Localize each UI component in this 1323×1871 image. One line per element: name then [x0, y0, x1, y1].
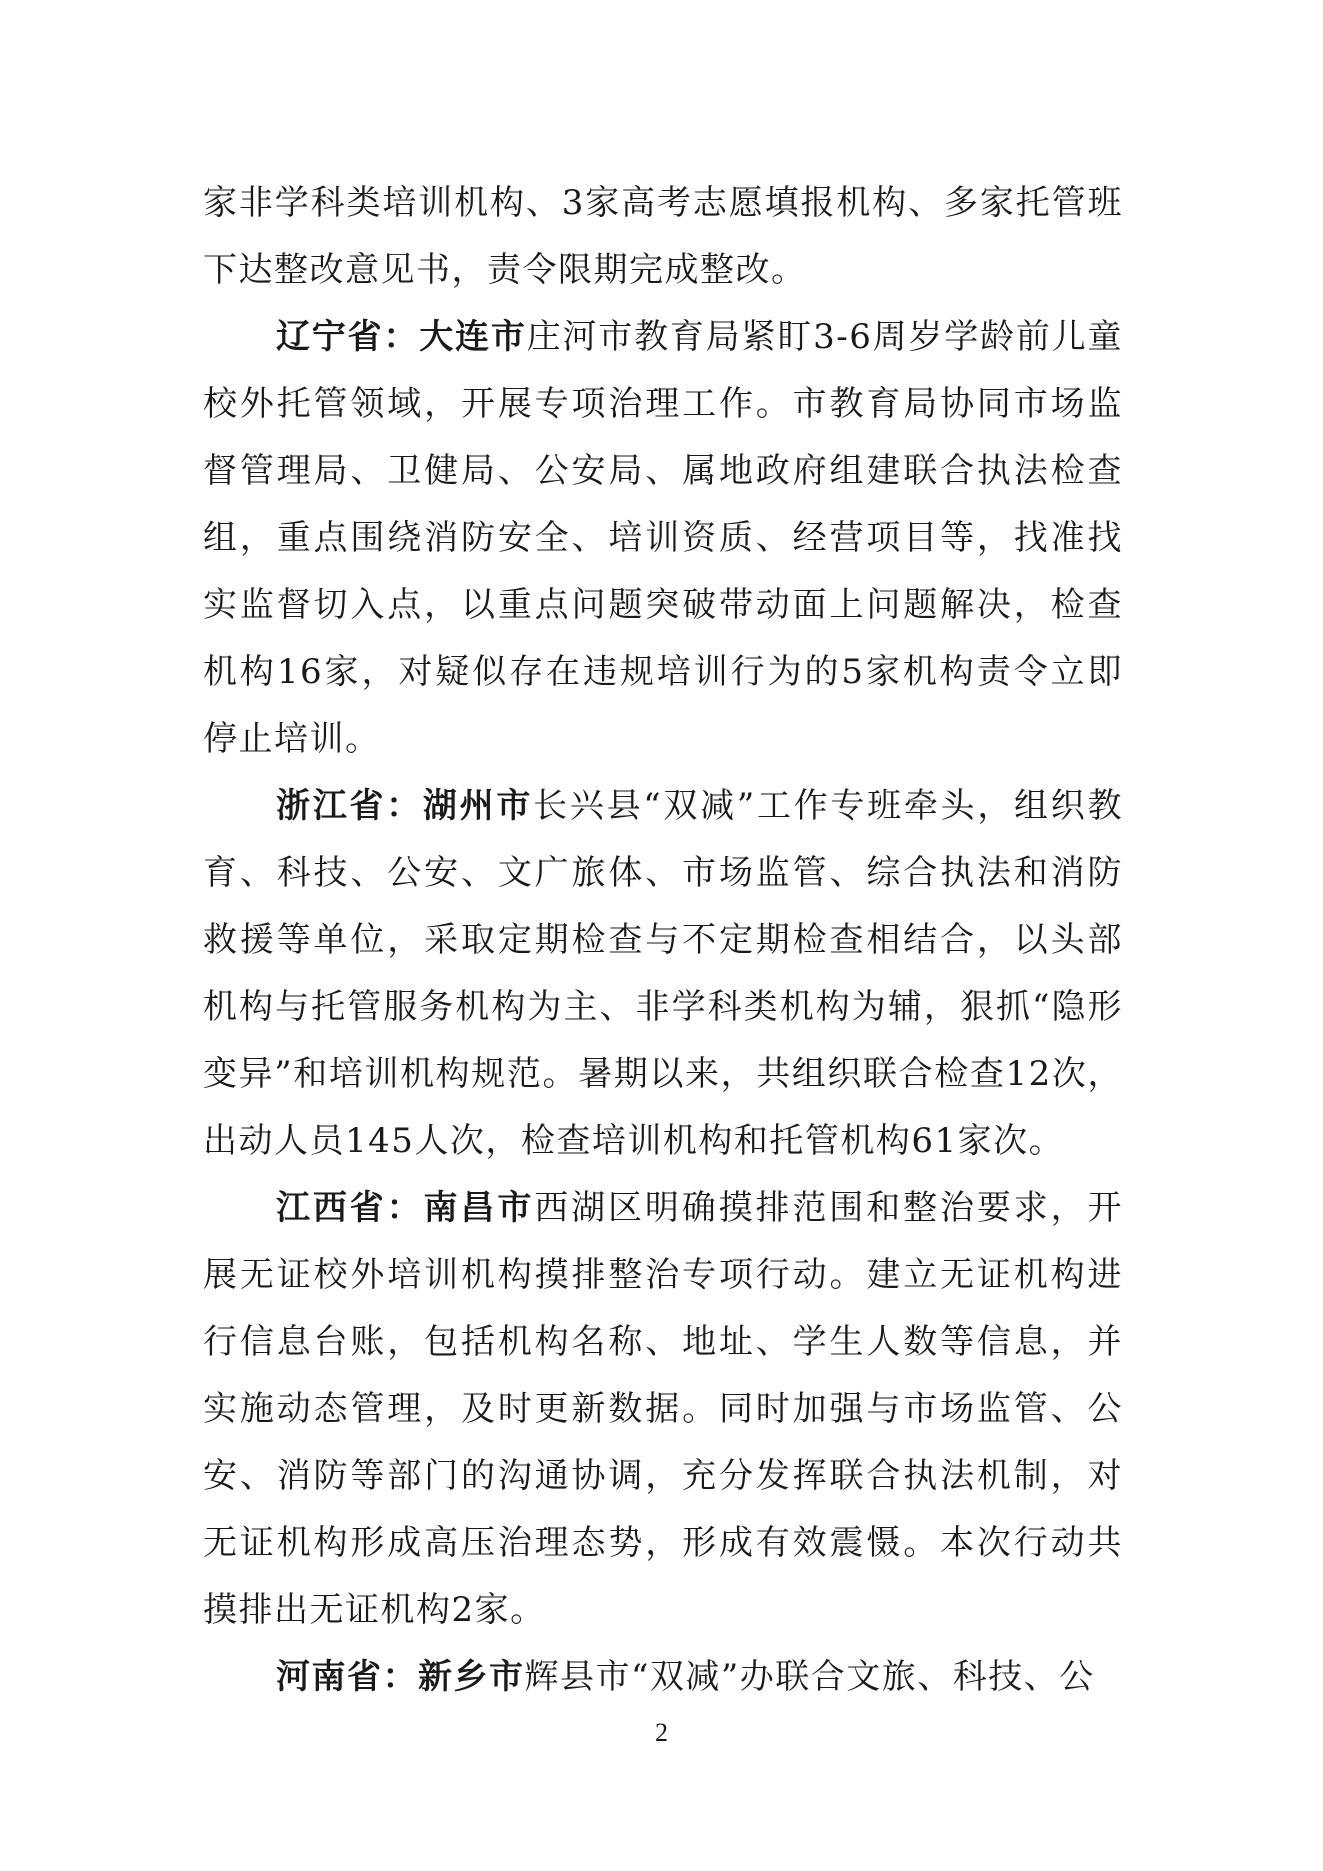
province-label: 浙江省： — [276, 786, 423, 826]
page-number: 2 — [655, 1718, 668, 1747]
city-label: 湖州市 — [422, 786, 534, 826]
city-label: 南昌市 — [423, 1188, 535, 1228]
paragraph-zhejiang — [203, 773, 1123, 1175]
document-body — [203, 170, 1123, 1711]
paragraph-text: 庄河市教育局紧盯3-6周岁学龄前儿童校外托管领域，开展专项治理工作。市教育局协同市场监督管理局、卫健局、公安局、属地政府组建联合执法检查组，重点围绕消防安全、培训资质、经营项目等，找准找实监督切入点，以重点问题突破带动面上问题解决，检查机构16家，对疑似存在违规培训行为的5家机构责令立即停止培训。 — [203, 317, 1123, 759]
paragraph-text: 长兴县“双减”工作专班牵头，组织教育、科技、公安、文广旅体、市场监管、综合执法和消防救援等单位，采取定期检查与不定期检查相结合，以头部机构与托管服务机构为主、非学科类机构为辅，狠抓“隐形变异”和培训机构规范。暑期以来，共组织联合检查12次，出动人员145人次，检查培训机构和托管机构61家次。 — [203, 786, 1124, 1161]
paragraph-henan — [203, 1644, 1123, 1711]
paragraph-jiangxi — [203, 1175, 1123, 1644]
province-label: 河南省： — [276, 1657, 418, 1697]
paragraph-text: 辉县市“双减”办联合文旅、科技、公 — [524, 1657, 1095, 1697]
city-label: 新乡市 — [418, 1657, 525, 1697]
paragraph-liaoning — [203, 304, 1123, 773]
paragraph-text: 西湖区明确摸排范围和整治要求，开展无证校外培训机构摸排整治专项行动。建立无证机构进行信息台账，包括机构名称、地址、学生人数等信息，并实施动态管理，及时更新数据。同时加强与市场监管、公安、消防等部门的沟通协调，充分发挥联合执法机制，对无证机构形成高压治理态势，形成有效震慑。本次行动共摸排出无证机构2家。 — [203, 1188, 1124, 1630]
paragraph-continuation — [203, 170, 1123, 304]
province-label: 江西省： — [276, 1188, 424, 1228]
paragraph-text: 家非学科类培训机构、3家高考志愿填报机构、多家托管班下达整改意见书，责令限期完成整改。 — [203, 183, 1123, 290]
province-label: 辽宁省： — [276, 317, 420, 357]
city-label: 大连市 — [419, 317, 527, 357]
